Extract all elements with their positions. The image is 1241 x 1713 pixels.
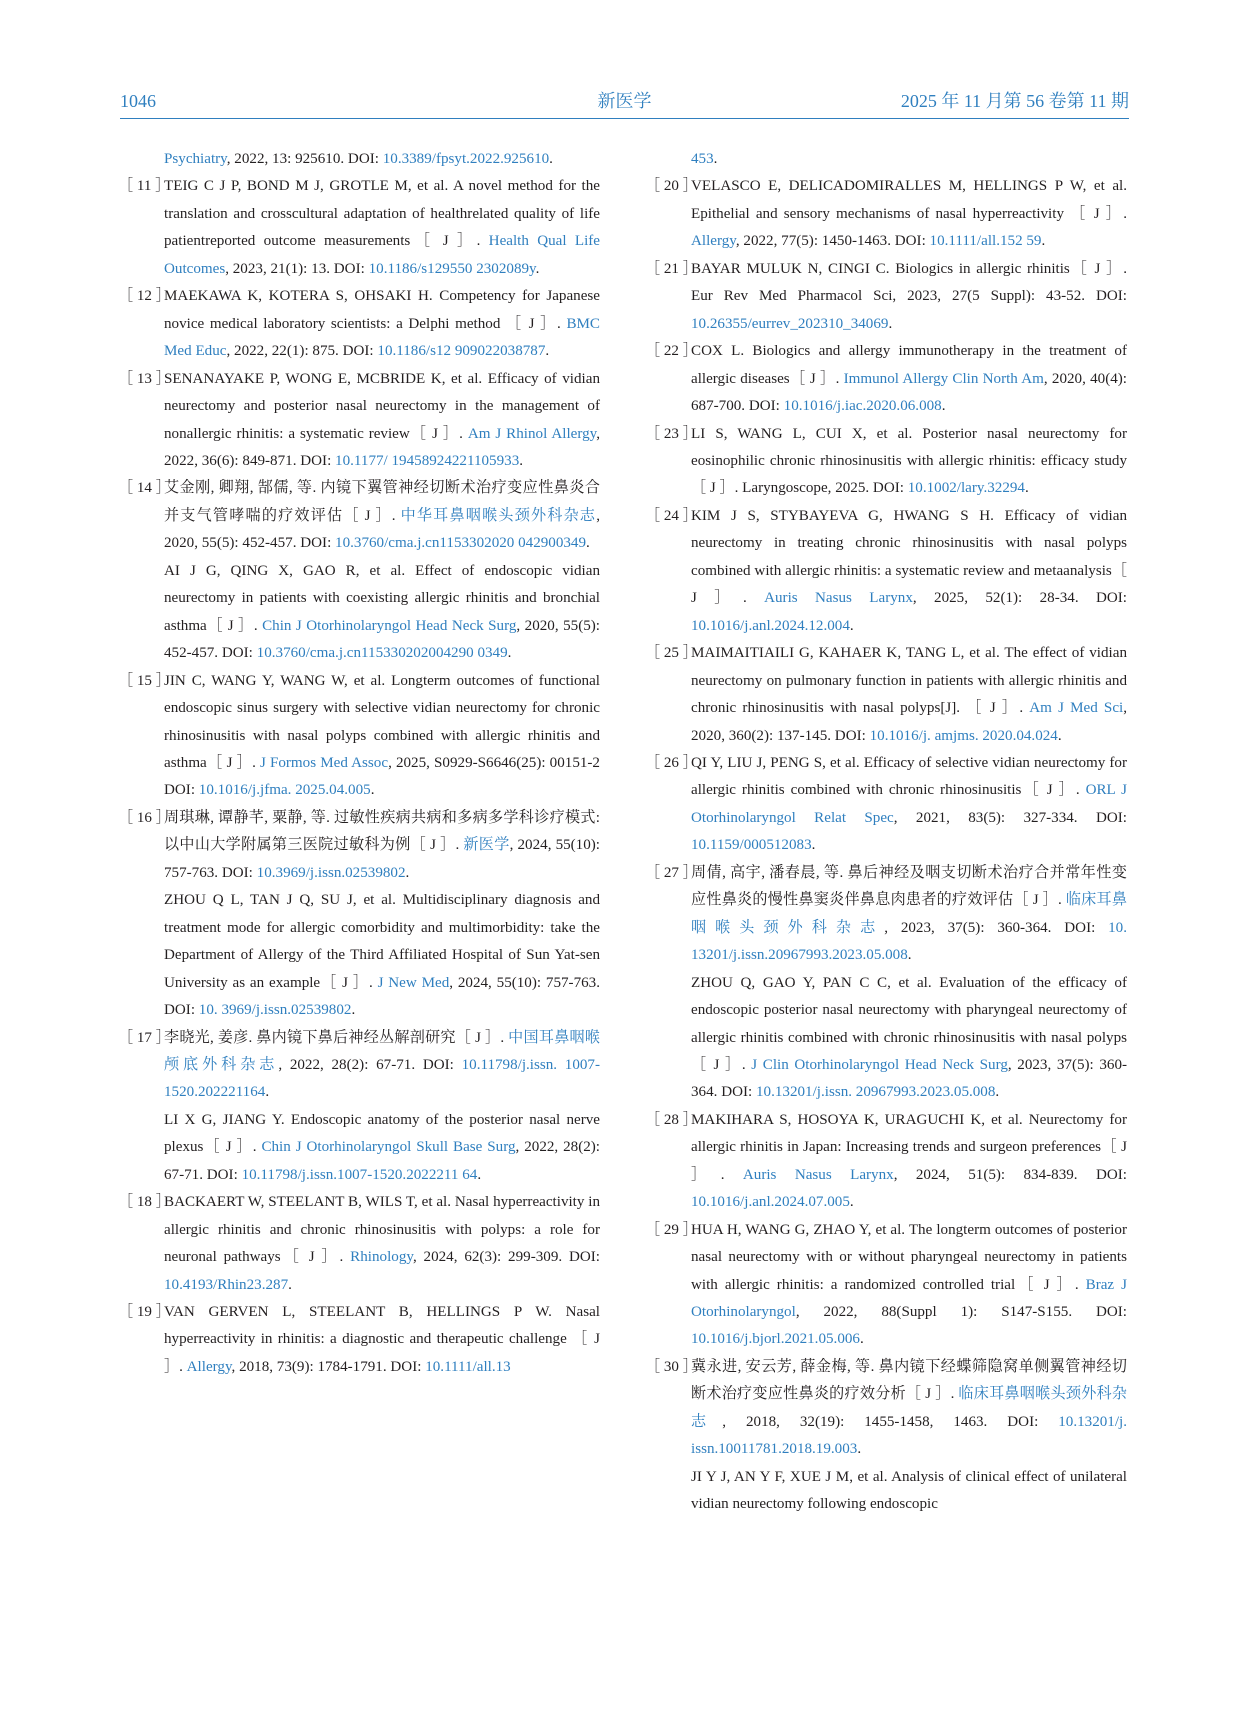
reference-text: 冀永进, 安云芳, 薛金梅, 等. 鼻内镜下经蝶筛隐窝单侧翼管神经切断术治疗变应性鼻炎的疗效分析［ J ］. bbox=[691, 1358, 1127, 1403]
reference-text: 周琪琳, 谭静芊, 粟静, 等. 过敏性疾病共病和多病多学科诊疗模式: 以中山大学附属第三医院过敏科为例［ J ］. bbox=[164, 809, 600, 854]
reference-text: COX L. Biologics and allergy immunotherapy in the treatment of allergic diseases［ J ］. bbox=[691, 343, 1127, 387]
reference-30 bbox=[645, 1354, 1127, 1519]
translation-text: ZHOU Q, GAO Y, PAN C C, et al. Evaluation of the efficacy of endoscopic posterior nasal neurectomy with pharyngeal neurectomy of allergic rhinitis combined with chronic rhinosinusitis with nasal polyps［ J ］. bbox=[691, 974, 1127, 1073]
reference-end: . bbox=[849, 617, 854, 634]
doi-link[interactable]: 10.1016/j.anl.2024.07.005 bbox=[691, 1194, 850, 1211]
reference-23 bbox=[645, 421, 1127, 503]
translation-end: . bbox=[995, 1084, 1000, 1101]
reference-details: , 2025, 52(1): 28-34. DOI: bbox=[912, 590, 1127, 607]
reference-number: ［ 24 ］ bbox=[645, 507, 698, 524]
doi-link[interactable]: 10.1186/s129550 2302089y bbox=[368, 260, 536, 277]
translation-details: , 2020, 55(5): 452-457. DOI: bbox=[164, 617, 600, 662]
reference-number: ［ 20 ］ bbox=[645, 178, 698, 195]
journal-link[interactable]: Am J Rhinol Allergy bbox=[467, 425, 597, 442]
journal-link[interactable]: Health Qual Life Outcomes bbox=[164, 233, 601, 277]
reference-details: , 2022, 28(2): 67-71. DOI: bbox=[278, 1056, 462, 1073]
journal-link[interactable]: Allergy bbox=[691, 233, 736, 250]
page-number: 1046 bbox=[120, 91, 156, 111]
reference-end: . bbox=[535, 260, 540, 277]
reference-text: MAEKAWA K, KOTERA S, OHSAKI H. Competency for Japanese novice medical laboratory scientists: a Delphi method ［ J ］. bbox=[164, 288, 600, 332]
reference-details: , 2022, 22(1): 875. DOI: bbox=[226, 343, 378, 360]
reference-end: . bbox=[405, 864, 410, 881]
reference-details: , 2025, S0929-S6646(25): 00151-2 DOI: bbox=[164, 754, 600, 799]
reference-25 bbox=[645, 640, 1127, 750]
reference-end: . bbox=[1057, 727, 1062, 744]
doi-link[interactable]: 10.13201/j.issn. 20967993.2023.05.008 bbox=[755, 1084, 996, 1101]
doi-link[interactable]: 10.3389/fpsyt.2022.925610 bbox=[382, 151, 550, 167]
reference-number: ［ 27 ］ bbox=[645, 864, 698, 881]
reference-end: . bbox=[907, 947, 912, 964]
reference-translation bbox=[164, 887, 600, 1024]
reference-19 bbox=[118, 1299, 600, 1381]
translation-text: LI X G, JIANG Y. Endoscopic anatomy of the posterior nasal nerve plexus［ J ］. bbox=[164, 1111, 600, 1156]
journal-link[interactable]: 中国耳鼻咽喉颅底外科杂志 bbox=[164, 1029, 600, 1073]
journal-link[interactable]: BMC Med Educ bbox=[164, 315, 600, 360]
doi-link[interactable]: 453 bbox=[691, 151, 714, 167]
doi-link[interactable]: 10.1177/ 19458924221105933 bbox=[335, 452, 520, 469]
journal-link[interactable]: J Clin Otorhinolaryngol Head Neck Surg bbox=[751, 1056, 1008, 1073]
reference-number: ［ 11 ］ bbox=[118, 178, 171, 195]
doi-link[interactable]: 10.11798/j.issn. 1007-1520.202221164 bbox=[164, 1056, 601, 1101]
reference-details: , 2024, 55(10): 757-763. DOI: bbox=[164, 837, 600, 881]
doi-link[interactable]: 10. 13201/j.issn.20967993.2023.05.008 bbox=[691, 919, 1127, 964]
journal-link[interactable]: Braz J Otorhinolaryngol bbox=[691, 1276, 1127, 1321]
reference-text: , 2022, 13: 925610. DOI: bbox=[226, 151, 383, 167]
reference-text: BACKAERT W, STEELANT B, WILS T, et al. Nasal hyperreactivity in allergic rhinitis and chronic rhinosinusitis with polyps: a role for neuronal pathways［ J ］. bbox=[164, 1194, 600, 1266]
reference-continuation bbox=[118, 146, 600, 173]
reference-end: . bbox=[1041, 233, 1046, 250]
journal-link[interactable]: 新医学 bbox=[463, 837, 510, 854]
reference-end: . bbox=[713, 151, 718, 167]
reference-details: , 2022, 36(6): 849-871. DOI: bbox=[164, 425, 600, 469]
journal-link[interactable]: 临床耳鼻咽喉头颈外科杂志 bbox=[691, 892, 1127, 936]
doi-link[interactable]: 10.4193/Rhin23.287 bbox=[164, 1276, 289, 1293]
reference-number: ［ 28 ］ bbox=[645, 1111, 698, 1128]
reference-number: ［ 15 ］ bbox=[118, 672, 171, 689]
reference-24 bbox=[645, 503, 1127, 640]
doi-link[interactable]: 10.26355/eurrev_202310_34069 bbox=[691, 315, 889, 332]
reference-end: . bbox=[1024, 480, 1029, 497]
doi-link[interactable]: 10.3969/j.issn.02539802 bbox=[256, 864, 406, 881]
translation-end: . bbox=[507, 645, 512, 662]
reference-text: TEIG C J P, BOND M J, GROTLE M, et al. A novel method for the translation and crosscultural adaptation of healthrelated quality of life patientreported outcome measurements［ J ］. bbox=[164, 178, 600, 250]
reference-details: , 2024, 62(3): 299-309. DOI: bbox=[412, 1249, 600, 1266]
reference-number: ［ 17 ］ bbox=[118, 1029, 171, 1046]
left-column bbox=[118, 146, 600, 1381]
reference-text: HUA H, WANG G, ZHAO Y, et al. The longterm outcomes of posterior nasal neurectomy with or without pharyngeal neurectomy in patients with allergic rhinitis: a randomized controlled trial［ J ］. bbox=[691, 1221, 1127, 1293]
doi-link[interactable]: 10.1002/lary.32294 bbox=[907, 480, 1025, 497]
reference-end: . bbox=[888, 315, 893, 332]
reference-end: . bbox=[288, 1276, 292, 1293]
journal-link[interactable]: ORL J Otorhinolaryngol Relat Spec bbox=[691, 782, 1128, 826]
reference-text: QI Y, LIU J, PENG S, et al. Efficacy of selective vidian neurectomy for allergic rhinitis combined with chronic rhinosinusitis［ J ］. bbox=[691, 754, 1127, 799]
reference-details: , 2020, 55(5): 452-457. DOI: bbox=[164, 507, 600, 552]
reference-number: ［ 16 ］ bbox=[118, 809, 171, 826]
reference-details: , 2021, 83(5): 327-334. DOI: bbox=[893, 809, 1127, 826]
reference-text: VAN GERVEN L, STEELANT B, HELLINGS P W. Nasal hyperreactivity in rhinitis: a diagnostic and therapeutic challenge ［ J ］. bbox=[164, 1304, 600, 1375]
reference-number: ［ 14 ］ bbox=[118, 480, 171, 497]
issue-info: 2025 年 11 月第 56 卷第 11 期 bbox=[900, 91, 1129, 111]
doi-link[interactable]: 10.11798/j.issn.1007-1520.2022211 64 bbox=[241, 1166, 478, 1183]
reference-end: . bbox=[941, 398, 946, 415]
reference-22 bbox=[645, 338, 1127, 420]
reference-13 bbox=[118, 366, 600, 476]
translation-details: , 2023, 37(5): 360-364. DOI: bbox=[691, 1056, 1128, 1101]
journal-link[interactable]: 临床耳鼻咽喉头颈外科杂志 bbox=[691, 1386, 1127, 1430]
reference-continuation bbox=[645, 146, 1127, 173]
reference-number: ［ 26 ］ bbox=[645, 754, 698, 771]
reference-details: , 2023, 21(1): 13. DOI: bbox=[225, 260, 369, 277]
reference-number: ［ 13 ］ bbox=[118, 370, 171, 387]
reference-12 bbox=[118, 283, 600, 365]
reference-18 bbox=[118, 1189, 600, 1299]
page-header bbox=[120, 88, 1129, 119]
translation-details: , 2022, 28(2): 67-71. DOI: bbox=[164, 1139, 600, 1183]
reference-11 bbox=[118, 173, 600, 283]
reference-details: , 2022, 77(5): 1450-1463. DOI: bbox=[735, 233, 930, 250]
reference-17 bbox=[118, 1025, 600, 1190]
doi-link[interactable]: 10.3760/cma.j.cn115330202004290 0349 bbox=[256, 645, 508, 662]
reference-details: , 2020, 360(2): 137-145. DOI: bbox=[691, 700, 1128, 744]
reference-details: , 2020, 40(4): 687-700. DOI: bbox=[691, 370, 1127, 415]
translation-details: , 2024, 55(10): 757-763. DOI: bbox=[164, 974, 600, 1019]
doi-link[interactable]: 10.1111/all.13 bbox=[425, 1358, 511, 1375]
reference-number: ［ 25 ］ bbox=[645, 645, 698, 662]
journal-title: 新医学 bbox=[597, 91, 652, 111]
reference-number: ［ 23 ］ bbox=[645, 425, 698, 442]
reference-end: . bbox=[859, 1331, 864, 1348]
translation-end: . bbox=[477, 1166, 482, 1183]
reference-end: . bbox=[545, 343, 550, 360]
journal-link[interactable]: Auris Nasus Larynx bbox=[742, 1166, 894, 1183]
doi-link[interactable]: 10.1159/000512083 bbox=[691, 837, 812, 854]
reference-text: BAYAR MULUK N, CINGI C. Biologics in allergic rhinitis［ J ］. Eur Rev Med Pharmacol Sci, 2023, 27(5 Suppl): 43-52. DOI: bbox=[691, 260, 1127, 305]
reference-details: , 2022, 88(Suppl 1): S147-S155. DOI: bbox=[795, 1304, 1127, 1321]
reference-number: ［ 19 ］ bbox=[118, 1304, 171, 1321]
reference-number: ［ 21 ］ bbox=[645, 260, 698, 277]
reference-28 bbox=[645, 1107, 1127, 1217]
reference-26 bbox=[645, 750, 1127, 860]
journal-link[interactable]: Am J Med Sci bbox=[1029, 700, 1124, 717]
reference-16 bbox=[118, 805, 600, 1025]
reference-end: . bbox=[857, 1441, 862, 1458]
reference-translation bbox=[691, 970, 1127, 1107]
translation-end: . bbox=[351, 1002, 356, 1019]
journal-link[interactable]: Chin J Otorhinolaryngol Skull Base Surg bbox=[261, 1139, 516, 1156]
journal-link[interactable]: Allergy bbox=[186, 1358, 232, 1375]
reference-end: . bbox=[265, 1084, 270, 1101]
journal-link[interactable]: J Formos Med Assoc bbox=[259, 754, 389, 771]
journal-link[interactable]: Auris Nasus Larynx bbox=[764, 590, 913, 607]
reference-21 bbox=[645, 256, 1127, 338]
reference-text: 周倩, 高宇, 潘春晨, 等. 鼻后神经及咽支切断术治疗合并常年性变应性鼻炎的慢性鼻窦炎伴鼻息肉患者的疗效评估［ J ］. bbox=[691, 864, 1127, 909]
journal-link[interactable]: Rhinology bbox=[350, 1249, 413, 1266]
journal-link[interactable]: Psychiatry bbox=[164, 151, 227, 167]
translation-text: ZHOU Q L, TAN J Q, SU J, et al. Multidisciplinary diagnosis and treatment mode for allergic comorbidity and multimorbidity: take the Department of Allergy of the Third Affiliated Hospital of Sun Yat-sen University as an example［ J ］. bbox=[164, 892, 600, 991]
reference-text: LI S, WANG L, CUI X, et al. Posterior nasal neurectomy for eosinophilic chronic rhinosinusitis with allergic rhinitis: efficacy study［ J ］. Laryngoscope, 2025. DOI: bbox=[691, 425, 1127, 497]
translation-text: AI J G, QING X, GAO R, et al. Effect of endoscopic vidian neurectomy in patients with coexisting allergic rhinitis and bronchial asthma［ J ］. bbox=[164, 562, 600, 634]
reference-translation bbox=[164, 1107, 600, 1189]
doi-link[interactable]: 10.1186/s12 909022038787 bbox=[377, 343, 546, 360]
reference-translation bbox=[691, 1464, 1127, 1519]
journal-link[interactable]: Immunol Allergy Clin North Am bbox=[843, 370, 1044, 387]
reference-20 bbox=[645, 173, 1127, 255]
reference-text: VELASCO E, DELICADOMIRALLES M, HELLINGS P W, et al. Epithelial and sensory mechanisms of nasal hyperreactivity ［ J ］. bbox=[691, 178, 1127, 222]
doi-link[interactable]: 10.3760/cma.j.cn1153302020 042900349 bbox=[335, 535, 587, 552]
reference-29 bbox=[645, 1217, 1127, 1354]
reference-number: ［ 29 ］ bbox=[645, 1221, 698, 1238]
doi-link[interactable]: 10.1016/j.bjorl.2021.05.006 bbox=[691, 1331, 860, 1348]
doi-link[interactable]: 10.13201/j. issn.10011781.2018.19.003 bbox=[691, 1413, 1127, 1458]
reference-number: ［ 30 ］ bbox=[645, 1358, 698, 1375]
doi-link[interactable]: 10.1016/j. amjms. 2020.04.024 bbox=[869, 727, 1058, 744]
reference-translation bbox=[164, 558, 600, 668]
doi-link[interactable]: 10. 3969/j.issn.02539802 bbox=[198, 1002, 352, 1019]
journal-link[interactable]: Chin J Otorhinolaryngol Head Neck Surg bbox=[262, 617, 517, 634]
reference-text: MAIMAITIAILI G, KAHAER K, TANG L, et al. The effect of vidian neurectomy on pulmonary function in patients with allergic rhinitis and chronic rhinosinusitis with nasal polyps[J]. ［ J ］. bbox=[691, 645, 1127, 717]
reference-14 bbox=[118, 475, 600, 667]
reference-number: ［ 22 ］ bbox=[645, 343, 698, 360]
reference-end: . bbox=[370, 782, 375, 799]
journal-link[interactable]: J New Med bbox=[377, 974, 450, 991]
doi-link[interactable]: 10.1016/j.anl.2024.12.004 bbox=[691, 617, 850, 634]
translation-text: JI Y J, AN Y F, XUE J M, et al. Analysis of clinical effect of unilateral vidian neurectomy following endoscopic bbox=[691, 1468, 1127, 1513]
reference-number: ［ 18 ］ bbox=[118, 1194, 171, 1211]
doi-link[interactable]: 10.1111/all.152 59 bbox=[929, 233, 1042, 250]
reference-end: . bbox=[549, 151, 553, 167]
reference-text: 李晓光, 姜彦. 鼻内镜下鼻后神经丛解剖研究［ J ］. bbox=[164, 1029, 509, 1046]
reference-end: . bbox=[519, 452, 524, 469]
reference-text: KIM J S, STYBAYEVA G, HWANG S H. Efficacy of vidian neurectomy in treating chronic rhinosinusitis with nasal polyps combined with allergic rhinitis: a systematic review and metaanalysis［ J ］. bbox=[691, 507, 1127, 607]
doi-link[interactable]: 10.1016/j.jfma. 2025.04.005 bbox=[198, 782, 371, 799]
right-column bbox=[645, 146, 1127, 1519]
reference-details: , 2018, 73(9): 1784-1791. DOI: bbox=[231, 1358, 426, 1375]
reference-details: , 2024, 51(5): 834-839. DOI: bbox=[893, 1166, 1127, 1183]
reference-number: ［ 12 ］ bbox=[118, 288, 171, 305]
reference-text: JIN C, WANG Y, WANG W, et al. Longterm outcomes of functional endoscopic sinus surgery with selective vidian neurectomy for chronic rhinosinusitis with nasal polyps combined with allergic rhinitis and asthma［ J ］. bbox=[164, 672, 600, 771]
doi-link[interactable]: 10.1016/j.iac.2020.06.008 bbox=[783, 398, 942, 415]
reference-15 bbox=[118, 668, 600, 805]
reference-end: . bbox=[586, 535, 590, 552]
journal-link[interactable]: 中华耳鼻咽喉头颈外科杂志 bbox=[400, 507, 597, 524]
reference-details: , 2018, 32(19): 1455-1458, 1463. DOI: bbox=[722, 1413, 1059, 1430]
reference-27 bbox=[645, 860, 1127, 1107]
reference-end: . bbox=[849, 1194, 854, 1211]
reference-text: 艾金刚, 卿翔, 郜儒, 等. 内镜下翼管神经切断术治疗变应性鼻炎合并支气管哮喘的疗效评估［ J ］. bbox=[164, 480, 600, 524]
reference-text: SENANAYAKE P, WONG E, MCBRIDE K, et al. Efficacy of vidian neurectomy and posterior nasal neurectomy in the management of nonallergic rhinitis: a systematic review［ J ］. bbox=[164, 370, 600, 442]
reference-details: , 2023, 37(5): 360-364. DOI: bbox=[884, 919, 1109, 936]
reference-text: MAKIHARA S, HOSOYA K, URAGUCHI K, et al. Neurectomy for allergic rhinitis in Japan: Increasing trends and surgeon preferences［ J ］. bbox=[691, 1111, 1127, 1183]
reference-end: . bbox=[811, 837, 816, 854]
